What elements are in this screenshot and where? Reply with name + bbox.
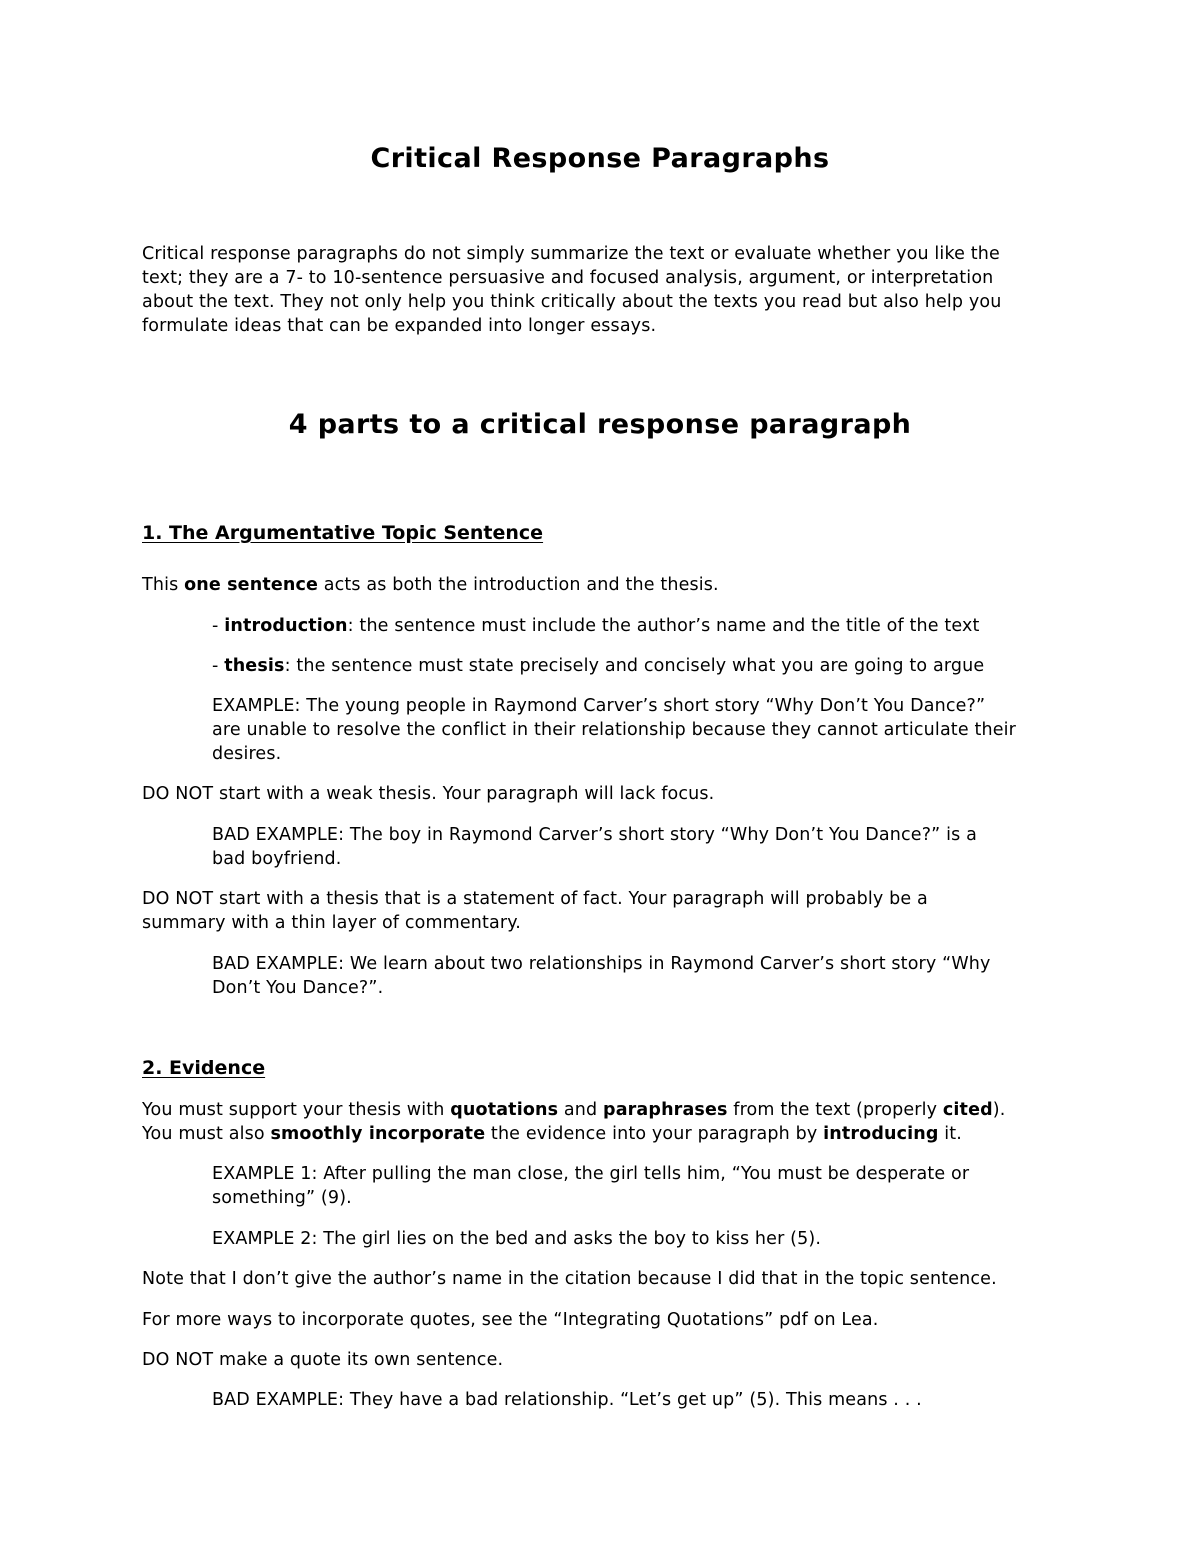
bad-example-line: BAD EXAMPLE: The boy in Raymond Carver’s short story “Why Don’t You Dance?” is a (212, 825, 977, 845)
example-line: EXAMPLE 1: After pulling the man close, the girl tells him, “You must be desperate or (212, 1164, 970, 1184)
bold-term: smoothly incorporate (270, 1124, 486, 1144)
intro-line: text; they are a 7- to 10-sentence persuasive and focused analysis, argument, or interpretation (142, 268, 994, 288)
bold-term: cited (942, 1100, 993, 1120)
bad-example-line: BAD EXAMPLE: They have a bad relationship. “Let’s get up” (5). This means . . . (212, 1390, 922, 1410)
example-line: EXAMPLE 2: The girl lies on the bed and asks the boy to kiss her (5). (212, 1229, 822, 1249)
section-heading-topic-sentence: 1. The Argumentative Topic Sentence (142, 522, 544, 544)
intro-line: about the text. They not only help you think critically about the texts you read but also help you (142, 292, 1002, 312)
do-not-line: summary with a thin layer of commentary. (142, 913, 521, 933)
do-not-line: DO NOT make a quote its own sentence. (142, 1350, 504, 1370)
section-heading-evidence: 2. Evidence (142, 1057, 266, 1079)
page-title: Critical Response Paragraphs (370, 143, 830, 174)
bad-example-line: BAD EXAMPLE: We learn about two relationships in Raymond Carver’s short story “Why (212, 954, 991, 974)
example-line: something” (9). (212, 1188, 352, 1208)
evidence-paragraph-line: You must support your thesis with quotations and paraphrases from the text (properly cited). (142, 1100, 1006, 1120)
do-not-line: DO NOT start with a weak thesis. Your paragraph will lack focus. (142, 784, 715, 804)
paragraph-topic-sentence: This one sentence acts as both the introduction and the thesis. (142, 575, 719, 595)
note-line: Note that I don’t give the author’s name in the citation because I did that in the topic sentence. (142, 1269, 997, 1289)
example-line: desires. (212, 744, 282, 764)
bold-term: one sentence (184, 575, 318, 595)
list-item-introduction: - introduction: the sentence must include the author’s name and the title of the text (212, 616, 980, 636)
bold-term: thesis (224, 656, 285, 676)
example-line: are unable to resolve the conflict in their relationship because they cannot articulate their (212, 720, 1016, 740)
bad-example-line: Don’t You Dance?”. (212, 978, 384, 998)
bold-term: paraphrases (603, 1100, 728, 1120)
bad-example-line: bad boyfriend. (212, 849, 342, 869)
evidence-paragraph-line: You must also smoothly incorporate the evidence into your paragraph by introducing it. (142, 1124, 963, 1144)
do-not-line: DO NOT start with a thesis that is a statement of fact. Your paragraph will probably be a (142, 889, 928, 909)
intro-line: formulate ideas that can be expanded into longer essays. (142, 316, 657, 336)
bold-term: introduction (224, 616, 348, 636)
bold-term: quotations (450, 1100, 559, 1120)
subtitle: 4 parts to a critical response paragraph (288, 409, 912, 440)
reference-line: For more ways to incorporate quotes, see the “Integrating Quotations” pdf on Lea. (142, 1310, 879, 1330)
bold-term: introducing (823, 1124, 939, 1144)
intro-line: Critical response paragraphs do not simply summarize the text or evaluate whether you like the (142, 244, 1000, 264)
example-line: EXAMPLE: The young people in Raymond Carver’s short story “Why Don’t You Dance?” (212, 696, 986, 716)
list-item-thesis: - thesis: the sentence must state precisely and concisely what you are going to argue (212, 656, 985, 676)
